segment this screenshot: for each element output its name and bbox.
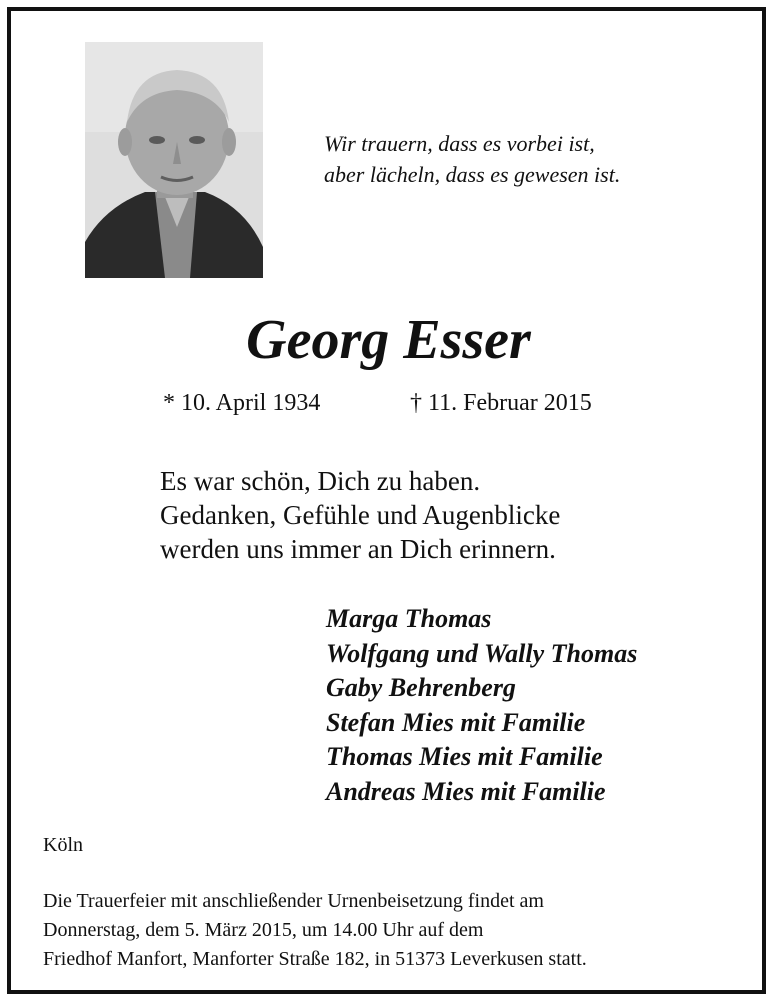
mourners-list (326, 602, 637, 809)
mourner-name: Thomas Mies mit Familie (326, 742, 603, 771)
mourner-name: Gaby Behrenberg (326, 673, 516, 702)
mourner-name: Marga Thomas (326, 604, 492, 633)
quote-line: aber lächeln, dass es gewesen ist. (324, 162, 621, 187)
mourner-name: Wolfgang und Wally Thomas (326, 638, 638, 668)
verse-line: Gedanken, Gefühle und Augenblicke (160, 500, 561, 530)
deceased-name (0, 305, 773, 375)
notice-line: Donnerstag, dem 5. März 2015, um 14.00 Uhr auf dem (43, 919, 484, 941)
notice-line: Friedhof Manfort, Manforter Straße 182, in 51373 Leverkusen statt. (43, 948, 587, 970)
memorial-quote (324, 128, 620, 190)
quote-line: Wir trauern, dass es vorbei ist, (324, 131, 595, 156)
mourner-name: Andreas Mies mit Familie (326, 776, 606, 806)
portrait-image (85, 42, 263, 278)
city-label: Köln (43, 834, 83, 856)
death-date: † 11. Februar 2015 (410, 390, 592, 416)
birth-date: * 10. April 1934 (163, 390, 321, 416)
verse-line: Es war schön, Dich zu haben. (160, 466, 481, 496)
deceased-name-text: Georg Esser (246, 309, 531, 371)
funeral-notice (43, 887, 587, 974)
verse-line: werden uns immer an Dich erinnern. (160, 534, 556, 564)
mourner-name: Stefan Mies mit Familie (326, 707, 586, 737)
memorial-verse (160, 464, 560, 566)
portrait-photo (85, 42, 263, 278)
notice-line: Die Trauerfeier mit anschließender Urnenbeisetzung findet am (43, 890, 544, 912)
